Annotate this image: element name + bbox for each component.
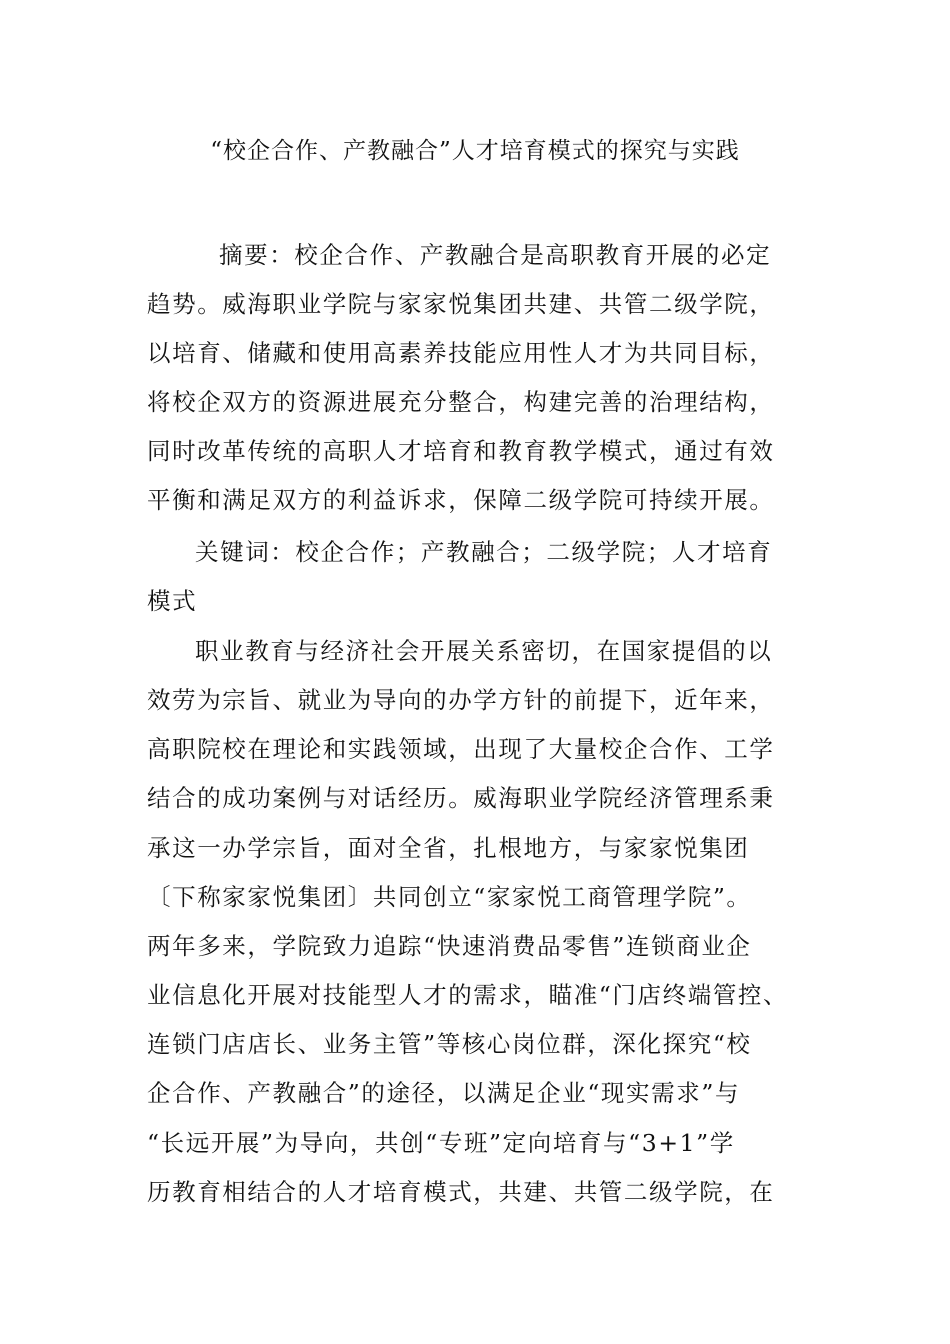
body-line: 高职院校在理论和实践领域，出现了大量校企合作、工学 xyxy=(147,735,775,763)
body-line: 效劳为宗旨、就业为导向的办学方针的前提下，近年来， xyxy=(147,686,775,714)
body-line: 结合的成功案例与对话经历。威海职业学院经济管理系秉 xyxy=(147,784,775,812)
keywords-line: 模式 xyxy=(147,587,198,615)
abstract-line: 将校企双方的资源进展充分整合，构建完善的治理结构， xyxy=(147,388,775,416)
abstract-line: 同时改革传统的高职人才培育和教育教学模式，通过有效 xyxy=(147,437,775,465)
body-line: 职业教育与经济社会开展关系密切，在国家提倡的以 xyxy=(195,637,773,665)
body-line: “长远开展”为导向，共创“专班”定向培育与“3+1”学 xyxy=(147,1129,735,1157)
keywords-line: 关键词：校企合作；产教融合；二级学院；人才培育 xyxy=(195,538,773,566)
body-line: 〔下称家家悦集团〕共同创立“家家悦工商管理学院”。 xyxy=(147,883,752,911)
abstract-line: 趋势。威海职业学院与家家悦集团共建、共管二级学院， xyxy=(147,290,775,318)
body-line: 企合作、产教融合”的途径，以满足企业“现实需求”与 xyxy=(147,1079,741,1107)
body-line: 业信息化开展对技能型人才的需求，瞄准“门店终端管控、 xyxy=(147,981,789,1009)
body-line: 承这一办学宗旨，面对全省，扎根地方，与家家悦集团 xyxy=(147,834,750,862)
abstract-line: 以培育、储藏和使用高素养技能应用性人才为共同目标， xyxy=(147,339,775,367)
document-title: “校企合作、产教融合”人才培育模式的探究与实践 xyxy=(210,138,740,164)
body-line: 连锁门店店长、业务主管”等核心岗位群，深化探究“校 xyxy=(147,1030,752,1058)
abstract-line: 平衡和满足双方的利益诉求，保障二级学院可持续开展。 xyxy=(147,486,775,514)
body-line: 两年多来，学院致力追踪“快速消费品零售”连锁商业企 xyxy=(147,932,752,960)
abstract-line: 摘要：校企合作、产教融合是高职教育开展的必定 xyxy=(219,241,772,269)
body-line: 历教育相结合的人才培育模式，共建、共管二级学院，在 xyxy=(147,1178,775,1206)
